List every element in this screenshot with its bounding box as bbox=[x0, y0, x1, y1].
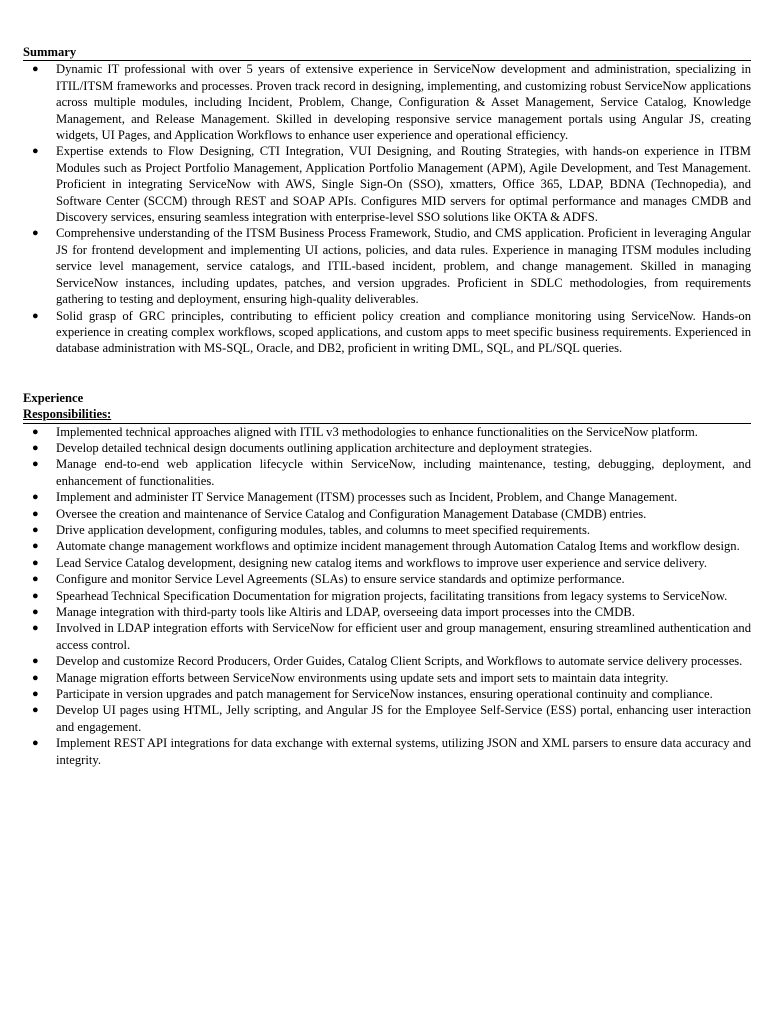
bullet-text: Develop detailed technical design documents outlining application architecture and deployment strategies. bbox=[56, 440, 593, 455]
responsibility-item bbox=[23, 522, 751, 538]
responsibility-item bbox=[23, 489, 751, 505]
responsibility-item bbox=[23, 702, 751, 735]
bullet-text: Lead Service Catalog development, designing new catalog items and workflows to improve user experience and service delivery. bbox=[56, 555, 708, 570]
bullet-text: Dynamic IT professional with over 5 years of extensive experience in ServiceNow development and administration, specializing in ITIL/ITSM frameworks and processes. Proven track record in designing, implementing, and customizing robust ServiceNow applications across multiple modules, including Incident, Problem, Change, Configuration & Asset Management, Service Catalog, Knowledge Management, and Release Management. Skilled in developing responsive service management portals using Angular JS, creating widgets, UI Pages, and Application Workflows to enhance user experience and operational efficiency. bbox=[56, 62, 751, 143]
bullet-icon: ● bbox=[32, 573, 39, 586]
summary-item bbox=[23, 225, 751, 307]
bullet-text: Implement and administer IT Service Management (ITSM) processes such as Incident, Problem, and Change Management. bbox=[56, 490, 678, 505]
bullet-icon: ● bbox=[32, 441, 39, 454]
bullet-icon: ● bbox=[32, 688, 39, 701]
summary-heading: Summary bbox=[23, 44, 751, 61]
bullet-text: Develop and customize Record Producers, Order Guides, Catalog Client Scripts, and Workflows to automate service delivery processes. bbox=[56, 654, 743, 669]
bullet-icon: ● bbox=[32, 425, 39, 438]
summary-item bbox=[23, 143, 751, 225]
responsibility-item bbox=[23, 686, 751, 702]
bullet-text: Participate in version upgrades and patch management for ServiceNow instances, ensuring operational continuity and compliance. bbox=[56, 687, 713, 702]
responsibilities-list bbox=[23, 424, 751, 769]
summary-item bbox=[23, 61, 751, 143]
bullet-icon: ● bbox=[32, 655, 39, 668]
bullet-icon: ● bbox=[32, 458, 39, 471]
responsibility-item bbox=[23, 440, 751, 456]
bullet-text: Develop UI pages using HTML, Jelly scripting, and Angular JS for the Employee Self-Service (ESS) portal, enhancing user interaction and engagement. bbox=[56, 703, 751, 734]
bullet-text: Manage integration with third-party tools like Altiris and LDAP, overseeing data import processes into the CMDB. bbox=[56, 605, 635, 619]
bullet-text: Automate change management workflows and optimize incident management through Automation Catalog Items and workflow design. bbox=[56, 539, 740, 554]
responsibility-item bbox=[23, 538, 751, 554]
bullet-text: Drive application development, configuring modules, tables, and columns to meet specified requirements. bbox=[56, 522, 591, 537]
responsibility-item bbox=[23, 604, 751, 620]
bullet-icon: ● bbox=[32, 145, 39, 158]
section-gap bbox=[23, 357, 751, 390]
responsibility-item bbox=[23, 424, 751, 440]
bullet-icon: ● bbox=[32, 622, 39, 635]
bullet-icon: ● bbox=[32, 309, 39, 322]
responsibilities-subheading: Responsibilities: bbox=[23, 407, 112, 422]
bullet-icon: ● bbox=[32, 556, 39, 569]
bullet-icon: ● bbox=[32, 606, 39, 618]
responsibility-item bbox=[23, 456, 751, 489]
bullet-icon: ● bbox=[32, 507, 39, 520]
bullet-icon: ● bbox=[32, 671, 39, 684]
bullet-icon: ● bbox=[32, 227, 39, 240]
responsibility-item bbox=[23, 735, 751, 768]
responsibilities-rule bbox=[23, 406, 751, 423]
bullet-text: Involved in LDAP integration efforts with ServiceNow for efficient user and group management, ensuring streamlined authentication and access control. bbox=[56, 621, 751, 652]
bullet-icon: ● bbox=[32, 704, 39, 717]
experience-heading: Experience bbox=[23, 390, 84, 405]
bullet-text: Manage migration efforts between ServiceNow environments using update sets and import sets to maintain data integrity. bbox=[56, 670, 669, 685]
responsibility-item bbox=[23, 653, 751, 669]
responsibility-item bbox=[23, 588, 751, 604]
bullet-text: Expertise extends to Flow Designing, CTI Integration, VUI Designing, and Routing Strategies, with hands-on experience in ITBM Modules such as Project Portfolio Management, Application Portfolio Management (APM), Agile Development, and Test Management. Proficient in integrating ServiceNow with AWS, Single Sign-On (SSO), xmatters, Office 365, LDAP, BDNA (Technopedia), and Software Center (SCCM) through REST and SOAP APIs. Configures MID servers for optimal performance and manages CMDB and Discovery services, ensuring seamless integration with enterprise-level SSO solutions like OKTA & ADFS. bbox=[56, 144, 751, 225]
bullet-icon: ● bbox=[32, 737, 39, 750]
bullet-text: Comprehensive understanding of the ITSM Business Process Framework, Studio, and CMS application. Proficient in leveraging Angular JS for frontend development and implementing UI actions, policies, and data rules. Experience in managing ITSM modules including service level management, service catalogs, and ITIL-based incident, problem, and change management. Skilled in managing ServiceNow instances, including updates, patches, and version upgrades. Proficient in SDLC methodologies, from requirements gathering to testing and deployment, ensuring high-quality deliverables. bbox=[56, 226, 751, 307]
bullet-text: Spearhead Technical Specification Documentation for migration projects, facilitating transitions from legacy systems to ServiceNow. bbox=[56, 588, 728, 603]
bullet-icon: ● bbox=[32, 523, 39, 536]
bullet-icon: ● bbox=[32, 589, 39, 602]
bullet-text: Configure and monitor Service Level Agreements (SLAs) to ensure service standards and optimize performance. bbox=[56, 572, 625, 587]
bullet-text: Manage end-to-end web application lifecycle within ServiceNow, including maintenance, testing, debugging, deployment, and enhancement of functionalities. bbox=[56, 457, 751, 488]
bullet-text: Solid grasp of GRC principles, contributing to efficient policy creation and compliance monitoring using ServiceNow. Hands-on experience in creating complex workflows, scoped applications, and custom apps to meet specific business requirements. Experienced in database administration with MS-SQL, Oracle, and DB2, proficient in writing DML, SQL, and PL/SQL queries. bbox=[56, 308, 751, 356]
responsibility-item bbox=[23, 555, 751, 571]
bullet-icon: ● bbox=[32, 491, 39, 504]
responsibility-item bbox=[23, 571, 751, 587]
bullet-text: Implement REST API integrations for data exchange with external systems, utilizing JSON and XML parsers to ensure data accuracy and integrity. bbox=[56, 736, 751, 767]
summary-list bbox=[23, 61, 751, 356]
bullet-icon: ● bbox=[32, 540, 39, 553]
resume-page bbox=[23, 44, 751, 768]
summary-item bbox=[23, 308, 751, 357]
responsibility-item bbox=[23, 670, 751, 686]
bullet-text: Oversee the creation and maintenance of Service Catalog and Configuration Management Database (CMDB) entries. bbox=[56, 506, 647, 521]
responsibility-item bbox=[23, 506, 751, 522]
responsibility-item bbox=[23, 620, 751, 653]
bullet-icon: ● bbox=[32, 63, 39, 76]
bullet-text: Implemented technical approaches aligned with ITIL v3 methodologies to enhance functionalities on the ServiceNow platform. bbox=[56, 424, 698, 439]
